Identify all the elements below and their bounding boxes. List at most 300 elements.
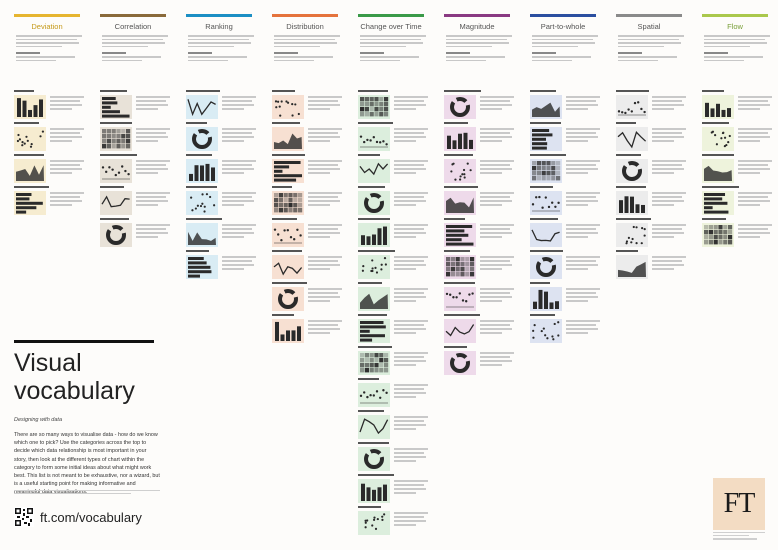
poster-intro: There are so many ways to visualise data - how do we know which one to pick? Use the categories across the top to decide which data relationship is most important in your story, then look at the different types of chart within the category to form some initial ideas about what might work best. This list is not meant to be exhaustive, nor a wizard, but is a useful starting point for making informative and bbox=[14, 432, 160, 488]
category-description bbox=[268, 35, 346, 47]
chart-glyph-icon bbox=[100, 127, 132, 151]
chart-card-body bbox=[14, 191, 84, 215]
chart-name bbox=[616, 250, 638, 252]
chart-name bbox=[444, 250, 470, 252]
chart-description bbox=[480, 319, 514, 343]
chart-glyph-icon bbox=[444, 95, 476, 119]
chart-name bbox=[272, 154, 305, 156]
chart-card-body bbox=[358, 319, 428, 343]
chart-thumbnail bbox=[358, 127, 390, 151]
chart-glyph-icon bbox=[14, 159, 46, 183]
chart-name bbox=[444, 282, 475, 284]
chart-card-body bbox=[358, 223, 428, 247]
chart-glyph-icon bbox=[530, 319, 562, 343]
chart-name bbox=[100, 122, 132, 124]
chart-card bbox=[358, 250, 428, 279]
chart-name bbox=[272, 186, 292, 188]
chart-thumbnail bbox=[272, 95, 304, 119]
chart-glyph-icon bbox=[358, 383, 390, 407]
chart-name bbox=[530, 154, 566, 156]
chart-thumbnail bbox=[616, 159, 648, 183]
chart-card-body bbox=[616, 191, 686, 215]
chart-name bbox=[100, 90, 127, 92]
chart-thumbnail bbox=[358, 447, 390, 471]
chart-name bbox=[530, 282, 550, 284]
chart-glyph-icon bbox=[616, 223, 648, 247]
chart-name bbox=[702, 218, 726, 220]
chart-thumbnail bbox=[444, 223, 476, 247]
chart-thumbnail bbox=[444, 351, 476, 375]
category-title: Correlation bbox=[114, 22, 152, 31]
chart-card bbox=[444, 346, 514, 375]
chart-name bbox=[358, 474, 394, 476]
chart-thumbnail bbox=[100, 223, 132, 247]
chart-thumbnail bbox=[186, 95, 218, 119]
chart-description bbox=[480, 191, 514, 215]
chart-card bbox=[530, 314, 600, 343]
chart-glyph-icon bbox=[702, 159, 734, 183]
chart-name bbox=[358, 282, 382, 284]
chart-name bbox=[272, 314, 294, 316]
chart-description bbox=[394, 447, 428, 471]
chart-thumbnail bbox=[444, 159, 476, 183]
chart-card bbox=[14, 154, 84, 183]
chart-glyph-icon bbox=[530, 255, 562, 279]
chart-thumbnail bbox=[100, 159, 132, 183]
chart-glyph-icon bbox=[358, 511, 390, 535]
category-color-bar bbox=[272, 14, 338, 17]
chart-description bbox=[222, 223, 256, 247]
category-description bbox=[698, 35, 776, 47]
chart-description bbox=[480, 95, 514, 119]
chart-name bbox=[186, 218, 222, 220]
poster-subtitle: Designing with data bbox=[14, 417, 63, 423]
chart-name bbox=[272, 218, 297, 220]
chart-card bbox=[616, 250, 686, 279]
chart-thumbnail bbox=[358, 479, 390, 503]
chart-glyph-icon bbox=[616, 159, 648, 183]
chart-name bbox=[272, 282, 307, 284]
chart-description bbox=[308, 287, 342, 311]
chart-glyph-icon bbox=[616, 191, 648, 215]
chart-card-body bbox=[272, 95, 342, 119]
chart-card-body bbox=[530, 255, 600, 279]
chart-glyph-icon bbox=[100, 191, 132, 215]
chart-card-body bbox=[358, 511, 428, 535]
chart-card-body bbox=[186, 95, 256, 119]
chart-thumbnail bbox=[358, 319, 390, 343]
chart-description bbox=[50, 127, 84, 151]
chart-description bbox=[566, 287, 600, 311]
chart-glyph-icon bbox=[14, 191, 46, 215]
chart-card bbox=[100, 122, 170, 151]
chart-card-body bbox=[186, 223, 256, 247]
chart-description bbox=[222, 95, 256, 119]
chart-description bbox=[652, 223, 686, 247]
chart-card bbox=[444, 314, 514, 343]
chart-name bbox=[358, 346, 392, 348]
category-color-bar bbox=[186, 14, 252, 17]
chart-name bbox=[186, 154, 212, 156]
chart-description bbox=[222, 191, 256, 215]
chart-thumbnail bbox=[14, 127, 46, 151]
chart-card bbox=[186, 154, 256, 183]
chart-glyph-icon bbox=[272, 127, 304, 151]
chart-glyph-icon bbox=[272, 287, 304, 311]
chart-description bbox=[394, 159, 428, 183]
chart-glyph-icon bbox=[186, 159, 218, 183]
chart-thumbnail bbox=[358, 351, 390, 375]
category-description bbox=[96, 35, 174, 47]
category-description bbox=[526, 35, 604, 47]
chart-thumbnail bbox=[444, 191, 476, 215]
chart-description bbox=[50, 159, 84, 183]
chart-name bbox=[702, 122, 729, 124]
chart-card-body bbox=[186, 127, 256, 151]
chart-description bbox=[394, 383, 428, 407]
chart-glyph-icon bbox=[530, 95, 562, 119]
category-example-uses bbox=[440, 52, 518, 61]
chart-name bbox=[444, 186, 478, 188]
chart-name bbox=[702, 154, 734, 156]
chart-thumbnail bbox=[14, 191, 46, 215]
chart-card-body bbox=[444, 287, 514, 311]
chart-card-body bbox=[186, 159, 256, 183]
chart-thumbnail bbox=[444, 127, 476, 151]
chart-name bbox=[444, 154, 473, 156]
category-example-uses bbox=[10, 52, 88, 61]
chart-thumbnail bbox=[272, 159, 304, 183]
chart-glyph-icon bbox=[14, 127, 46, 151]
ft-note bbox=[713, 532, 765, 542]
chart-thumbnail bbox=[358, 383, 390, 407]
category-color-bar bbox=[616, 14, 682, 17]
chart-description bbox=[136, 223, 170, 247]
chart-card-body bbox=[358, 287, 428, 311]
chart-thumbnail bbox=[530, 319, 562, 343]
chart-description bbox=[136, 95, 170, 119]
chart-thumbnail bbox=[100, 95, 132, 119]
chart-card bbox=[702, 186, 772, 215]
chart-glyph-icon bbox=[702, 191, 734, 215]
chart-description bbox=[738, 95, 772, 119]
chart-glyph-icon bbox=[186, 191, 218, 215]
chart-glyph-icon bbox=[100, 159, 132, 183]
chart-card bbox=[530, 186, 600, 215]
chart-name bbox=[702, 90, 724, 92]
category-description bbox=[10, 35, 88, 47]
chart-name bbox=[14, 90, 34, 92]
chart-card bbox=[14, 122, 84, 151]
chart-description bbox=[394, 95, 428, 119]
category-color-bar bbox=[100, 14, 166, 17]
chart-thumbnail bbox=[272, 319, 304, 343]
chart-glyph-icon bbox=[358, 127, 390, 151]
chart-card-body bbox=[616, 255, 686, 279]
chart-card-body bbox=[272, 255, 342, 279]
chart-glyph-icon bbox=[358, 287, 390, 311]
chart-card bbox=[186, 250, 256, 279]
chart-card bbox=[272, 218, 342, 247]
chart-name bbox=[616, 90, 649, 92]
chart-card bbox=[358, 474, 428, 503]
chart-glyph-icon bbox=[530, 159, 562, 183]
chart-name bbox=[358, 186, 385, 188]
category-column bbox=[268, 14, 346, 63]
chart-name bbox=[358, 250, 395, 252]
chart-card-body bbox=[616, 95, 686, 119]
chart-description bbox=[308, 255, 342, 279]
chart-thumbnail bbox=[358, 415, 390, 439]
chart-card-body bbox=[530, 127, 600, 151]
chart-glyph-icon bbox=[186, 223, 218, 247]
chart-card bbox=[530, 250, 600, 279]
chart-name bbox=[530, 314, 555, 316]
chart-card-body bbox=[14, 95, 84, 119]
chart-card-body bbox=[702, 127, 772, 151]
chart-name bbox=[186, 186, 217, 188]
chart-name bbox=[14, 154, 44, 156]
chart-name bbox=[616, 186, 646, 188]
chart-glyph-icon bbox=[530, 223, 562, 247]
chart-card bbox=[530, 122, 600, 151]
chart-card bbox=[358, 378, 428, 407]
chart-card bbox=[702, 154, 772, 183]
chart-glyph-icon bbox=[186, 127, 218, 151]
chart-glyph-icon bbox=[358, 95, 390, 119]
chart-thumbnail bbox=[444, 95, 476, 119]
chart-name bbox=[358, 506, 381, 508]
chart-thumbnail bbox=[530, 191, 562, 215]
chart-card-body bbox=[358, 447, 428, 471]
chart-thumbnail bbox=[616, 127, 648, 151]
chart-card bbox=[272, 314, 342, 343]
chart-card-body bbox=[100, 95, 170, 119]
chart-thumbnail bbox=[702, 223, 734, 247]
chart-description bbox=[738, 159, 772, 183]
chart-card-body bbox=[616, 127, 686, 151]
chart-glyph-icon bbox=[530, 191, 562, 215]
chart-card-body bbox=[358, 95, 428, 119]
chart-thumbnail bbox=[358, 287, 390, 311]
chart-card-body bbox=[272, 191, 342, 215]
chart-description bbox=[394, 287, 428, 311]
chart-name bbox=[444, 218, 465, 220]
chart-description bbox=[480, 223, 514, 247]
chart-name bbox=[702, 186, 739, 188]
chart-card-body bbox=[444, 255, 514, 279]
chart-glyph-icon bbox=[358, 479, 390, 503]
chart-description bbox=[222, 255, 256, 279]
chart-description bbox=[738, 127, 772, 151]
chart-card-body bbox=[530, 191, 600, 215]
chart-card bbox=[358, 314, 428, 343]
chart-card bbox=[616, 218, 686, 247]
chart-glyph-icon bbox=[186, 95, 218, 119]
chart-glyph-icon bbox=[100, 223, 132, 247]
chart-name bbox=[530, 90, 556, 92]
chart-card-body bbox=[530, 159, 600, 183]
chart-card bbox=[616, 122, 686, 151]
chart-card bbox=[358, 442, 428, 471]
chart-card-body bbox=[616, 223, 686, 247]
chart-card-body bbox=[358, 479, 428, 503]
fineprint bbox=[14, 490, 160, 496]
chart-glyph-icon bbox=[444, 351, 476, 375]
chart-description bbox=[480, 159, 514, 183]
chart-thumbnail bbox=[702, 191, 734, 215]
chart-thumbnail bbox=[358, 95, 390, 119]
chart-description bbox=[480, 287, 514, 311]
chart-name bbox=[358, 90, 388, 92]
chart-glyph-icon bbox=[530, 287, 562, 311]
chart-thumbnail bbox=[14, 95, 46, 119]
chart-card bbox=[444, 218, 514, 247]
vocabulary-link[interactable]: ft.com/vocabulary bbox=[40, 510, 142, 525]
chart-thumbnail bbox=[186, 191, 218, 215]
chart-thumbnail bbox=[444, 319, 476, 343]
chart-thumbnail bbox=[530, 255, 562, 279]
category-column bbox=[96, 14, 174, 63]
chart-card-body bbox=[444, 127, 514, 151]
chart-thumbnail bbox=[358, 511, 390, 535]
chart-name bbox=[186, 250, 209, 252]
ft-logo bbox=[713, 478, 765, 530]
chart-card bbox=[444, 282, 514, 311]
chart-thumbnail bbox=[530, 159, 562, 183]
chart-glyph-icon bbox=[272, 159, 304, 183]
chart-description bbox=[222, 159, 256, 183]
chart-name bbox=[616, 218, 651, 220]
chart-thumbnail bbox=[186, 223, 218, 247]
chart-glyph-icon bbox=[272, 255, 304, 279]
chart-glyph-icon bbox=[100, 95, 132, 119]
category-title: Change over Time bbox=[360, 22, 422, 31]
category-description bbox=[182, 35, 260, 47]
chart-card bbox=[358, 218, 428, 247]
chart-card bbox=[272, 90, 342, 119]
chart-description bbox=[222, 127, 256, 151]
chart-thumbnail bbox=[14, 159, 46, 183]
chart-card-body bbox=[444, 159, 514, 183]
chart-thumbnail bbox=[530, 223, 562, 247]
chart-description bbox=[738, 191, 772, 215]
chart-thumbnail bbox=[272, 223, 304, 247]
chart-card bbox=[358, 410, 428, 439]
chart-thumbnail bbox=[272, 127, 304, 151]
category-example-uses bbox=[698, 52, 776, 61]
chart-card-body bbox=[358, 127, 428, 151]
chart-card-body bbox=[702, 223, 772, 247]
chart-thumbnail bbox=[616, 95, 648, 119]
chart-description bbox=[394, 479, 428, 503]
chart-name bbox=[358, 154, 380, 156]
chart-glyph-icon bbox=[444, 127, 476, 151]
chart-thumbnail bbox=[530, 287, 562, 311]
chart-thumbnail bbox=[186, 127, 218, 151]
chart-description bbox=[394, 511, 428, 535]
chart-description bbox=[566, 319, 600, 343]
category-example-uses bbox=[96, 52, 174, 61]
chart-card-body bbox=[444, 95, 514, 119]
chart-name bbox=[14, 186, 49, 188]
category-color-bar bbox=[358, 14, 424, 17]
chart-thumbnail bbox=[444, 287, 476, 311]
chart-card bbox=[616, 90, 686, 119]
qr-code-icon[interactable] bbox=[14, 507, 34, 527]
poster-title: Visual vocabulary bbox=[14, 349, 135, 405]
category-description bbox=[440, 35, 518, 47]
chart-description bbox=[394, 319, 428, 343]
chart-card bbox=[14, 90, 84, 119]
chart-description bbox=[652, 159, 686, 183]
chart-card bbox=[444, 90, 514, 119]
chart-card-body bbox=[186, 191, 256, 215]
title-rule bbox=[14, 340, 154, 343]
chart-description bbox=[394, 127, 428, 151]
chart-description bbox=[308, 223, 342, 247]
chart-thumbnail bbox=[100, 191, 132, 215]
chart-card bbox=[702, 90, 772, 119]
chart-card-body bbox=[702, 159, 772, 183]
chart-card bbox=[272, 250, 342, 279]
chart-name bbox=[100, 218, 129, 220]
chart-card-body bbox=[14, 159, 84, 183]
chart-card-body bbox=[100, 159, 170, 183]
chart-name bbox=[358, 410, 384, 412]
chart-card-body bbox=[14, 127, 84, 151]
chart-card bbox=[186, 186, 256, 215]
chart-glyph-icon bbox=[444, 287, 476, 311]
category-description bbox=[612, 35, 690, 47]
chart-thumbnail bbox=[358, 255, 390, 279]
category-title: Ranking bbox=[205, 22, 233, 31]
chart-glyph-icon bbox=[702, 127, 734, 151]
category-color-bar bbox=[14, 14, 80, 17]
chart-card bbox=[616, 154, 686, 183]
chart-glyph-icon bbox=[702, 95, 734, 119]
chart-glyph-icon bbox=[358, 351, 390, 375]
chart-glyph-icon bbox=[444, 319, 476, 343]
chart-card-body bbox=[444, 319, 514, 343]
category-title: Deviation bbox=[31, 22, 63, 31]
chart-thumbnail bbox=[530, 95, 562, 119]
chart-name bbox=[358, 314, 387, 316]
chart-thumbnail bbox=[272, 255, 304, 279]
chart-description bbox=[394, 223, 428, 247]
chart-thumbnail bbox=[702, 95, 734, 119]
category-column bbox=[440, 14, 518, 63]
chart-description bbox=[308, 319, 342, 343]
chart-card bbox=[444, 250, 514, 279]
category-column bbox=[354, 14, 432, 63]
chart-description bbox=[480, 351, 514, 375]
chart-description bbox=[566, 127, 600, 151]
category-example-uses bbox=[354, 52, 432, 61]
category-example-uses bbox=[268, 52, 346, 61]
chart-name bbox=[14, 122, 39, 124]
category-example-uses bbox=[182, 52, 260, 61]
chart-card-body bbox=[444, 191, 514, 215]
chart-description bbox=[566, 159, 600, 183]
chart-glyph-icon bbox=[444, 255, 476, 279]
chart-card bbox=[186, 122, 256, 151]
category-color-bar bbox=[702, 14, 768, 17]
chart-glyph-icon bbox=[272, 95, 304, 119]
category-color-bar bbox=[530, 14, 596, 17]
ft-logo-text: FT bbox=[723, 488, 755, 519]
chart-description bbox=[136, 127, 170, 151]
